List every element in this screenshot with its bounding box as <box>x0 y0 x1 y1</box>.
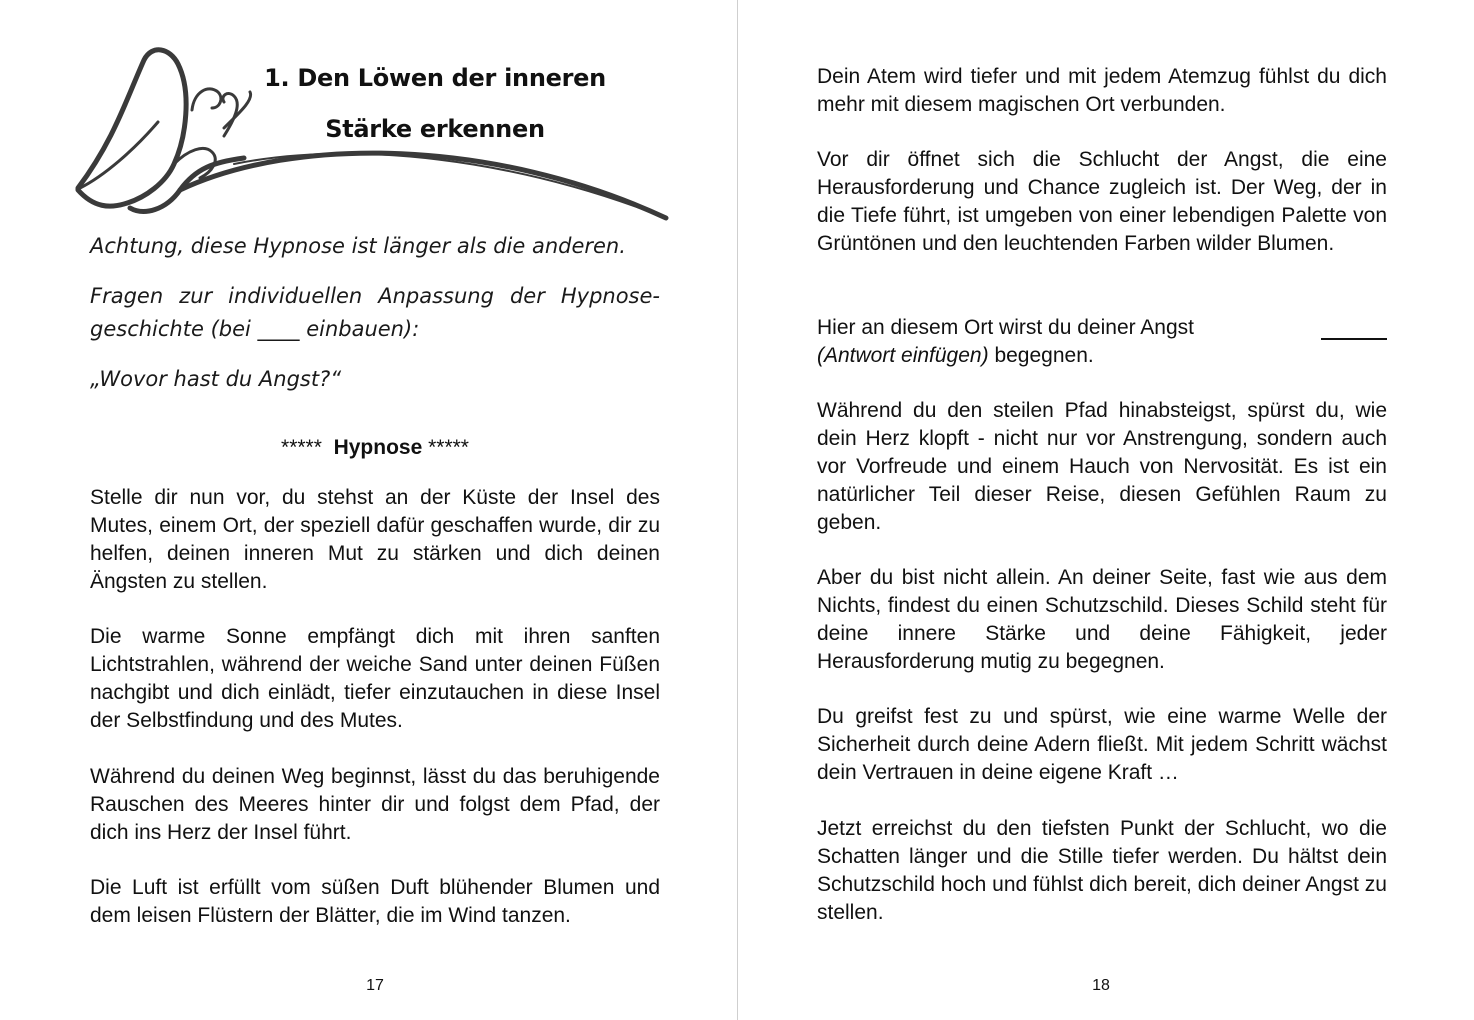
paragraph-right-7: Jetzt erreichst du den tiefsten Punkt der Schlucht, wo die Schatten länger und die Stille tiefer werden. Du hältst dein Schutzschild hoch und fühlst dich bereit, dich deiner Angst zu stellen. <box>817 817 1387 924</box>
paragraph-right-2: Vor dir öffnet sich die Schlucht der Angst, die eine Herausforderung und Chance zugleich ist. Der Weg, der in die Tiefe führt, ist umgeben von einer lebendigen Palette von Grüntönen und den leuchtenden Farben wilder Blumen. <box>817 148 1387 255</box>
chapter-title-line-2: Stärke erkennen <box>325 115 545 143</box>
length-warning: Achtung, diese Hypnose ist länger als die anderen. <box>90 234 626 258</box>
stars-right: ***** <box>428 436 469 459</box>
right-page <box>738 0 1474 1020</box>
paragraph-left-1: Stelle dir nun vor, du stehst an der Küste der Insel des Mutes, einem Ort, der speziell dafür geschaffen wurde, dir zu helfen, deinen inneren Mut zu stärken und dich deinen Ängsten zu stellen. <box>90 486 660 593</box>
customization-questions-intro: Fragen zur individuellen Anpassung der Hypnosegeschichte (bei ____ einbauen): <box>90 284 660 341</box>
paragraph-right-4: Während du den steilen Pfad hinabsteigst, spürst du, wie dein Herz klopft - nicht nur vor Anstrengung, sondern auch vor Vorfreude und einem Hauch von Nervosität. Es ist ein natürlicher Teil dieser Reise, diesen Gefühlen Raum zu geben. <box>817 399 1387 534</box>
answer-insert-hint: (Antwort einfügen) <box>817 344 989 367</box>
paragraph-left-4: Die Luft ist erfüllt vom süßen Duft blühender Blumen und dem leisen Flüstern der Blätter, die im Wind tanzen. <box>90 876 660 927</box>
paragraph-right-5: Aber du bist nicht allein. An deiner Seite, fast wie aus dem Nichts, findest du einen Schutzschild. Dieses Schild steht für deine innere Stärke und deine Fähigkeit, jeder Herausforderung mutig zu begegnen. <box>817 566 1387 673</box>
page-number-right: 18 <box>1092 977 1110 994</box>
paragraph-left-3: Während du deinen Weg beginnst, lässt du das beruhigende Rauschen des Meeres hinter dir und folgst dem Pfad, der dich ins Herz der Insel führt. <box>90 765 660 844</box>
page-number-left: 17 <box>366 977 384 994</box>
chapter-title-line-1: 1. Den Löwen der inneren <box>264 64 606 92</box>
paragraph-right-6: Du greifst fest zu und spürst, wie eine warme Welle der Sicherheit durch deine Adern fließt. Mit jedem Schritt wächst dein Vertrauen in deine eigene Kraft … <box>817 705 1387 784</box>
hypnose-label: Hypnose <box>333 436 423 459</box>
answer-blank <box>1321 320 1387 340</box>
fear-question: „Wovor hast du Angst?“ <box>90 367 342 391</box>
hypnose-heading <box>90 436 660 460</box>
stars-left: ***** <box>281 436 322 459</box>
paragraph-right-3 <box>817 314 1387 370</box>
paragraph-right-1: Dein Atem wird tiefer und mit jedem Atemzug fühlst du dich mehr mit diesem magischen Ort verbunden. <box>817 65 1387 116</box>
paragraph-left-2: Die warme Sonne empfängt dich mit ihren sanften Lichtstrahlen, während der weiche Sand unter deinen Füßen nachgibt und dich einlädt, tiefer einzutauchen in diese Insel der Selbstfindung und des Mutes. <box>90 625 660 732</box>
paragraph-right-3-start: Hier an diesem Ort wirst du deiner Angst <box>817 316 1194 339</box>
paragraph-right-3-end: begegnen. <box>994 344 1094 367</box>
